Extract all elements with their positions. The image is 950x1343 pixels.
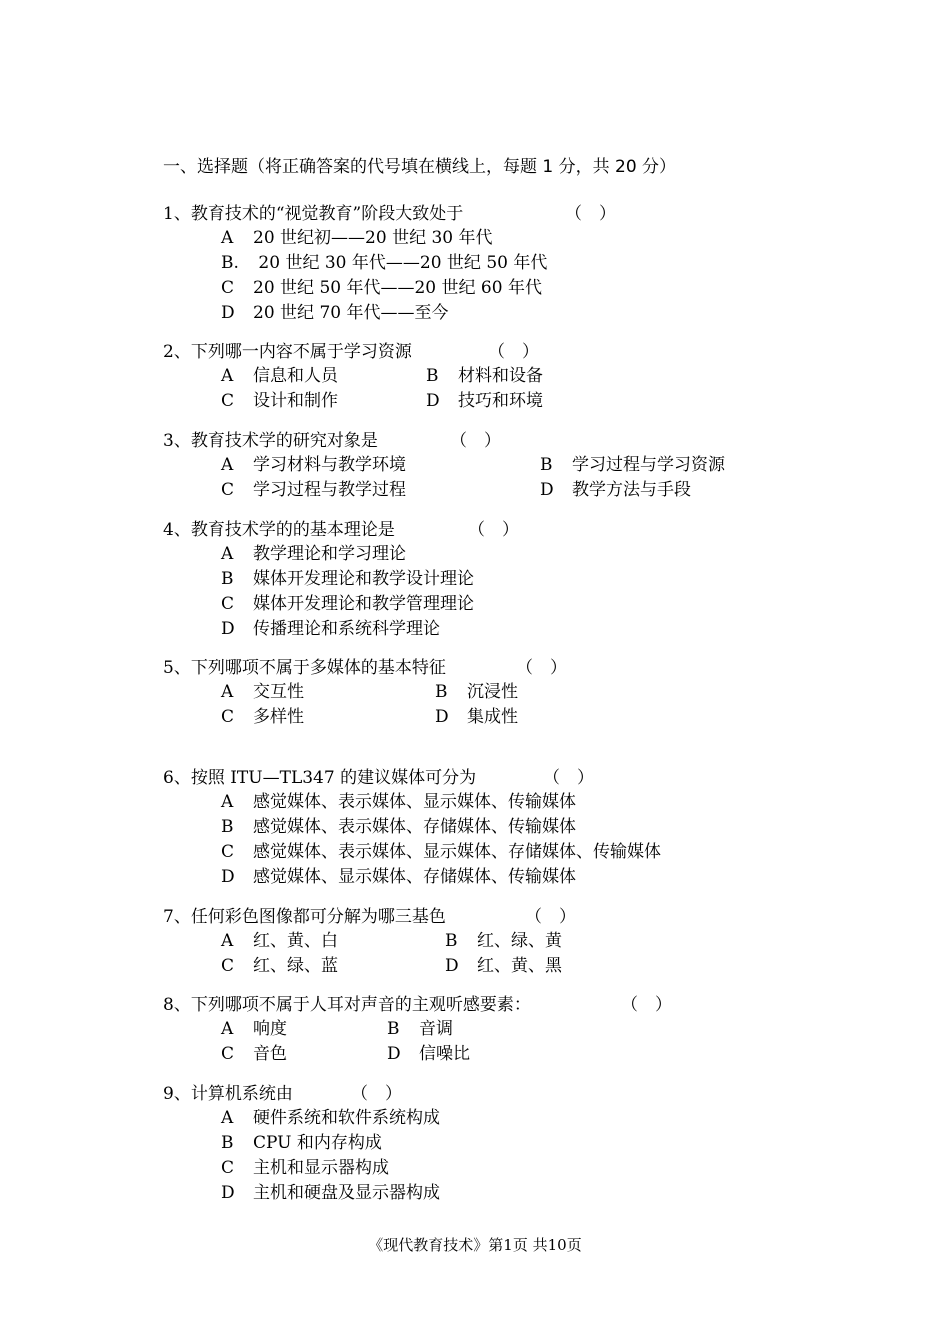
option-text: 红、绿、黄 [477,931,562,951]
question-stem-text: 3、教育技术学的研究对象是 [163,431,378,451]
option-text: 学习过程与学习资源 [572,455,725,475]
option-c [221,840,661,864]
option-d [387,1042,470,1066]
option-text: 媒体开发理论和教学设计理论 [253,569,474,589]
question-stem [163,340,539,364]
option-letter: D [221,303,235,323]
option-d [221,865,576,889]
option-letter: D [221,619,235,639]
option-text: 20 世纪 70 年代——至今 [253,303,449,323]
question-7 [163,905,576,979]
option-letter: A [221,931,234,951]
option-row [163,1131,382,1156]
option-letter: B [387,1019,400,1039]
question-stem [163,1082,402,1106]
option-text: 硬件系统和软件系统构成 [253,1108,440,1128]
option-letter: A [221,1019,234,1039]
option-b [445,929,562,953]
option-text: 感觉媒体、显示媒体、存储媒体、传输媒体 [253,867,576,887]
question-stem [163,766,594,790]
option-b [435,680,518,704]
question-stem-text: 6、按照 ITU—TL347 的建议媒体可分为 [163,768,477,788]
question-9 [163,1082,440,1206]
option-text: 教学方法与手段 [572,480,691,500]
option-letter: B. [221,253,239,273]
option-text: 沉浸性 [467,682,518,702]
option-letter: C [221,480,235,500]
question-6 [163,766,661,890]
option-row [163,705,518,730]
option-c [221,276,542,300]
option-a [221,542,406,566]
option-c [221,478,406,502]
option-letter: C [221,278,235,298]
question-3 [163,429,725,503]
option-row [163,790,576,815]
option-c [221,592,474,616]
option-row [163,815,576,840]
option-b [426,364,543,388]
option-c [221,1156,389,1180]
option-letter: A [221,792,234,812]
answer-blank: （ ） [565,204,616,224]
option-text: 信息和人员 [253,366,338,386]
option-text: 信噪比 [419,1044,470,1064]
option-text: 20 世纪 30 年代——20 世纪 50 年代 [253,253,548,273]
question-stem [163,202,616,226]
option-row [163,301,463,326]
question-stem-text: 5、下列哪项不属于多媒体的基本特征 [163,658,446,678]
option-letter: B [221,1133,234,1153]
option-row [163,1017,531,1042]
question-stem-text: 9、计算机系统由 [163,1084,293,1104]
option-text: 20 世纪初——20 世纪 30 年代 [253,228,493,248]
option-row [163,226,493,251]
option-row [163,865,576,890]
answer-blank: （ ） [525,907,576,927]
answer-blank: （ ） [621,995,672,1015]
option-letter: C [221,1158,235,1178]
option-text: 主机和显示器构成 [253,1158,389,1178]
option-a [221,1106,440,1130]
option-a [221,790,576,814]
question-stem [163,993,672,1017]
option-letter: C [221,707,235,727]
option-text: 感觉媒体、表示媒体、存储媒体、传输媒体 [253,817,576,837]
answer-blank: （ ） [516,658,567,678]
option-letter: A [221,228,234,248]
option-text: 音色 [253,1044,287,1064]
option-letter: B [435,682,448,702]
option-row [163,453,725,478]
option-b [221,567,474,591]
option-row [163,929,562,954]
question-5 [163,656,567,730]
option-letter: A [221,1108,234,1128]
question-1 [163,202,616,326]
option-letter: C [221,391,235,411]
option-letter: A [221,682,234,702]
option-letter: B [445,931,458,951]
option-text: 学习过程与教学过程 [253,480,406,500]
question-stem-text: 4、教育技术学的的基本理论是 [163,520,395,540]
option-a [221,1017,287,1041]
option-d [221,1181,440,1205]
option-row [163,592,474,617]
question-stem [163,429,501,453]
option-d [445,954,562,978]
option-b [221,251,547,275]
option-letter: C [221,594,235,614]
answer-blank: （ ） [543,768,594,788]
option-row [163,617,440,642]
section-title: 一、选择题（将正确答案的代号填在横线上，每题 1 分，共 20 分） [163,157,677,177]
option-text: CPU 和内存构成 [253,1133,382,1153]
option-row [163,364,543,389]
option-text: 传播理论和系统科学理论 [253,619,440,639]
option-row [163,276,542,301]
option-text: 红、黄、白 [253,931,338,951]
question-stem-text: 8、下列哪项不属于人耳对声音的主观听感要素： [163,995,531,1015]
option-text: 交互性 [253,682,304,702]
option-row [163,680,518,705]
option-row [163,1106,440,1131]
option-text: 红、黄、黑 [477,956,562,976]
option-row [163,1181,440,1206]
question-stem [163,656,567,680]
option-row [163,567,474,592]
option-letter: C [221,956,235,976]
option-letter: B [221,817,234,837]
option-b [540,453,725,477]
option-text: 集成性 [467,707,518,727]
option-b [221,815,576,839]
answer-blank: （ ） [488,342,539,362]
option-d [540,478,691,502]
question-stem-text: 7、任何彩色图像都可分解为哪三基色 [163,907,446,927]
option-text: 教学理论和学习理论 [253,544,406,564]
option-text: 红、绿、蓝 [253,956,338,976]
answer-blank: （ ） [450,431,501,451]
option-a [221,226,493,250]
question-stem [163,905,576,929]
answer-blank: （ ） [351,1084,402,1104]
option-letter: D [221,867,235,887]
option-text: 材料和设备 [458,366,543,386]
option-row [163,542,406,567]
option-c [221,1042,287,1066]
option-row [163,840,661,865]
option-row [163,954,562,979]
option-a [221,364,338,388]
option-a [221,680,304,704]
question-2 [163,340,543,414]
option-letter: D [445,956,459,976]
option-letter: C [221,842,235,862]
option-c [221,389,338,413]
option-b [387,1017,453,1041]
answer-blank: （ ） [468,520,519,540]
option-text: 多样性 [253,707,304,727]
option-letter: D [221,1183,235,1203]
option-d [221,301,448,325]
option-b [221,1131,382,1155]
option-letter: B [540,455,553,475]
option-text: 感觉媒体、表示媒体、显示媒体、传输媒体 [253,792,576,812]
option-letter: A [221,455,234,475]
option-text: 设计和制作 [253,391,338,411]
question-8 [163,993,672,1067]
option-a [221,453,406,477]
option-letter: C [221,1044,235,1064]
option-text: 感觉媒体、表示媒体、显示媒体、存储媒体、传输媒体 [253,842,661,862]
option-d [426,389,543,413]
option-text: 20 世纪 50 年代——20 世纪 60 年代 [253,278,542,298]
option-letter: D [540,480,554,500]
option-d [435,705,518,729]
question-stem [163,518,519,542]
option-row [163,389,543,414]
question-stem-text: 2、下列哪一内容不属于学习资源 [163,342,412,362]
option-d [221,617,440,641]
question-stem-text: 1、教育技术的“视觉教育”阶段大致处于 [163,204,464,224]
option-text: 主机和硬盘及显示器构成 [253,1183,440,1203]
option-text: 音调 [419,1019,453,1039]
option-text: 响度 [253,1019,287,1039]
option-row [163,251,548,276]
option-letter: D [387,1044,401,1064]
option-text: 学习材料与教学环境 [253,455,406,475]
page-footer: 《现代教育技术》第1页 共10页 [368,1236,582,1254]
option-row [163,478,691,503]
option-c [221,705,304,729]
option-letter: B [426,366,439,386]
option-text: 技巧和环境 [458,391,543,411]
option-letter: D [435,707,449,727]
question-4 [163,518,519,642]
option-letter: A [221,544,234,564]
option-letter: B [221,569,234,589]
option-c [221,954,338,978]
option-text: 媒体开发理论和教学管理理论 [253,594,474,614]
option-a [221,929,338,953]
option-letter: A [221,366,234,386]
option-letter: D [426,391,440,411]
option-row [163,1042,531,1067]
option-row [163,1156,389,1181]
